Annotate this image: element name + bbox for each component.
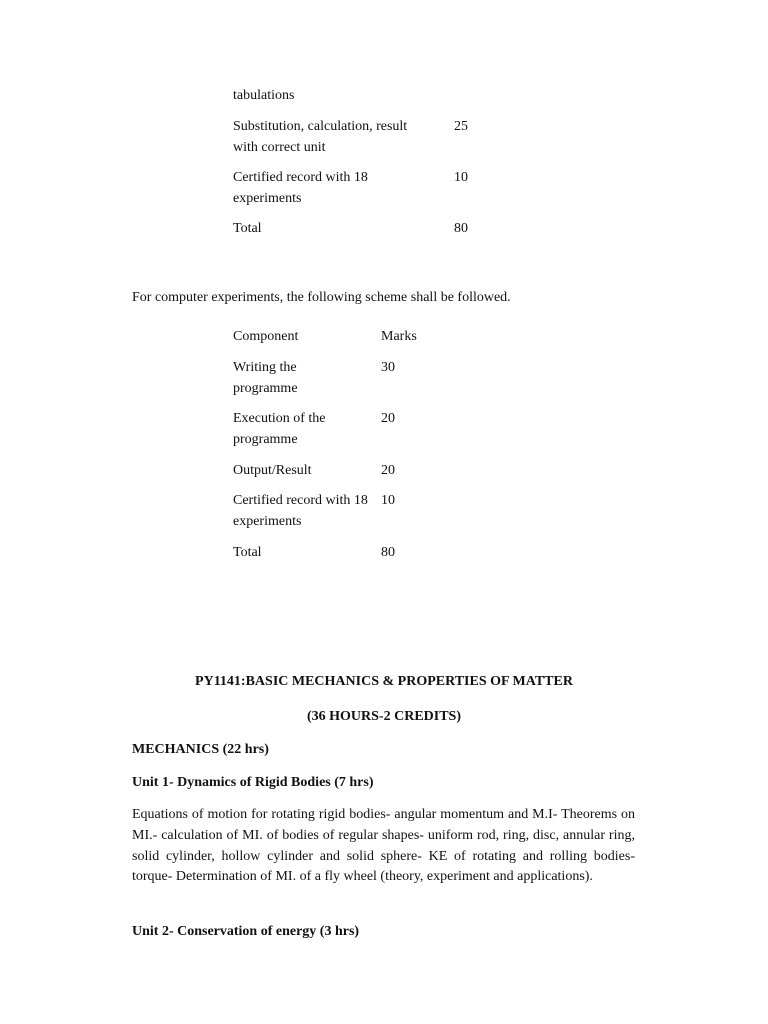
table-header-component: Component — [233, 329, 299, 344]
table-header-marks: Marks — [381, 329, 417, 344]
table-row-component: Writing the programme — [233, 360, 298, 396]
course-subtitle: (36 HOURS-2 CREDITS) — [306, 709, 461, 724]
unit2-heading: Unit 2- Conservation of energy (3 hrs) — [132, 924, 360, 939]
table-row-component: Total — [233, 545, 262, 560]
table-row-marks: 30 — [381, 360, 395, 375]
section-heading: MECHANICS (22 hrs) — [132, 742, 269, 757]
table-row-component: Total — [233, 221, 262, 236]
table-row-marks: 80 — [381, 545, 395, 560]
table-row-component: Certified record with 18 experiments — [233, 493, 368, 529]
table-row-component: Substitution, calculation, result with correct unit — [233, 119, 408, 155]
table-row-marks: 20 — [381, 463, 395, 478]
unit1-heading: Unit 1- Dynamics of Rigid Bodies (7 hrs) — [132, 775, 374, 790]
table-row-marks: 10 — [454, 170, 468, 185]
table-row-component: Output/Result — [233, 463, 312, 478]
table-row-component: Certified record with 18 experiments — [233, 170, 368, 206]
course-title: PY1141:BASIC MECHANICS & PROPERTIES OF MATTER — [195, 674, 573, 689]
table-row-component: Execution of the programme — [233, 411, 326, 447]
table-row-component: tabulations — [233, 88, 295, 103]
table-row-marks: 20 — [381, 411, 395, 426]
computer-scheme-note: For computer experiments, the following scheme shall be followed. — [132, 290, 511, 305]
table-row-marks: 25 — [454, 119, 468, 134]
table-row-marks: 80 — [454, 221, 468, 236]
table-row-marks: 10 — [381, 493, 395, 508]
unit1-description: Equations of motion for rotating rigid bodies- angular momentum and M.I- Theorems on MI.- calculation of MI. of bodies of regular shapes- uniform rod, ring, disc, annular ring, solid cylinder, hollow cylinder and solid sphere- KE of rotating and rolling bodies- torque- Determination of MI. of a fly wheel (theory, experiment and applications). — [132, 807, 635, 885]
